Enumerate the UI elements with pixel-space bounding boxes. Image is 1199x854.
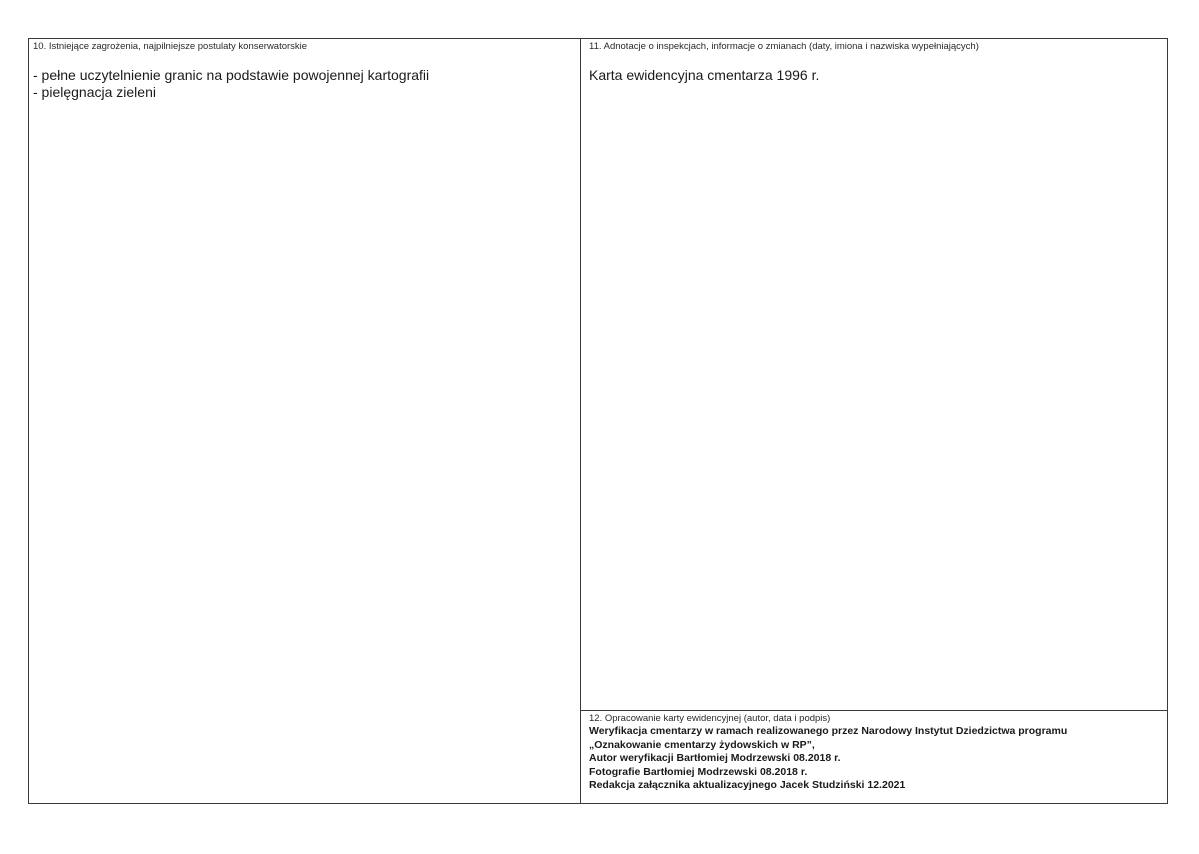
authorship-line: Weryfikacja cmentarzy w ramach realizowanego przez Narodowy Instytut Dziedzictwa programu bbox=[589, 725, 1068, 737]
threat-item: - pełne uczytelnienie granic na podstawie powojennej kartografii bbox=[33, 67, 430, 83]
authorship-line: „Oznakowanie cmentarzy żydowskich w RP”, bbox=[589, 738, 815, 751]
section-10-content bbox=[33, 67, 429, 101]
section-12-content bbox=[589, 725, 1067, 793]
section-11-label: 11. Adnotacje o inspekcjach, informacje o zmianach (daty, imiona i nazwiska wypełniających) bbox=[589, 41, 979, 52]
section-12-label: 12. Opracowanie karty ewidencyjnej (autor, data i podpis) bbox=[589, 713, 831, 724]
form-frame bbox=[28, 38, 1168, 804]
authorship-line: Autor weryfikacji Bartłomiej Modrzewski 08.2018 r. bbox=[589, 752, 841, 764]
threat-item: - pielęgnacja zieleni bbox=[33, 84, 156, 100]
section-11-content: Karta ewidencyjna cmentarza 1996 r. bbox=[589, 67, 820, 83]
authorship-line: Fotografie Bartłomiej Modrzewski 08.2018 r. bbox=[589, 765, 808, 778]
section-12-divider bbox=[580, 710, 1168, 711]
authorship-line: Redakcja załącznika aktualizacyjnego Jacek Studziński 12.2021 bbox=[589, 779, 906, 791]
section-10-label: 10. Istniejące zagrożenia, najpilniejsze postulaty konserwatorskie bbox=[33, 41, 308, 52]
column-divider bbox=[580, 38, 581, 804]
